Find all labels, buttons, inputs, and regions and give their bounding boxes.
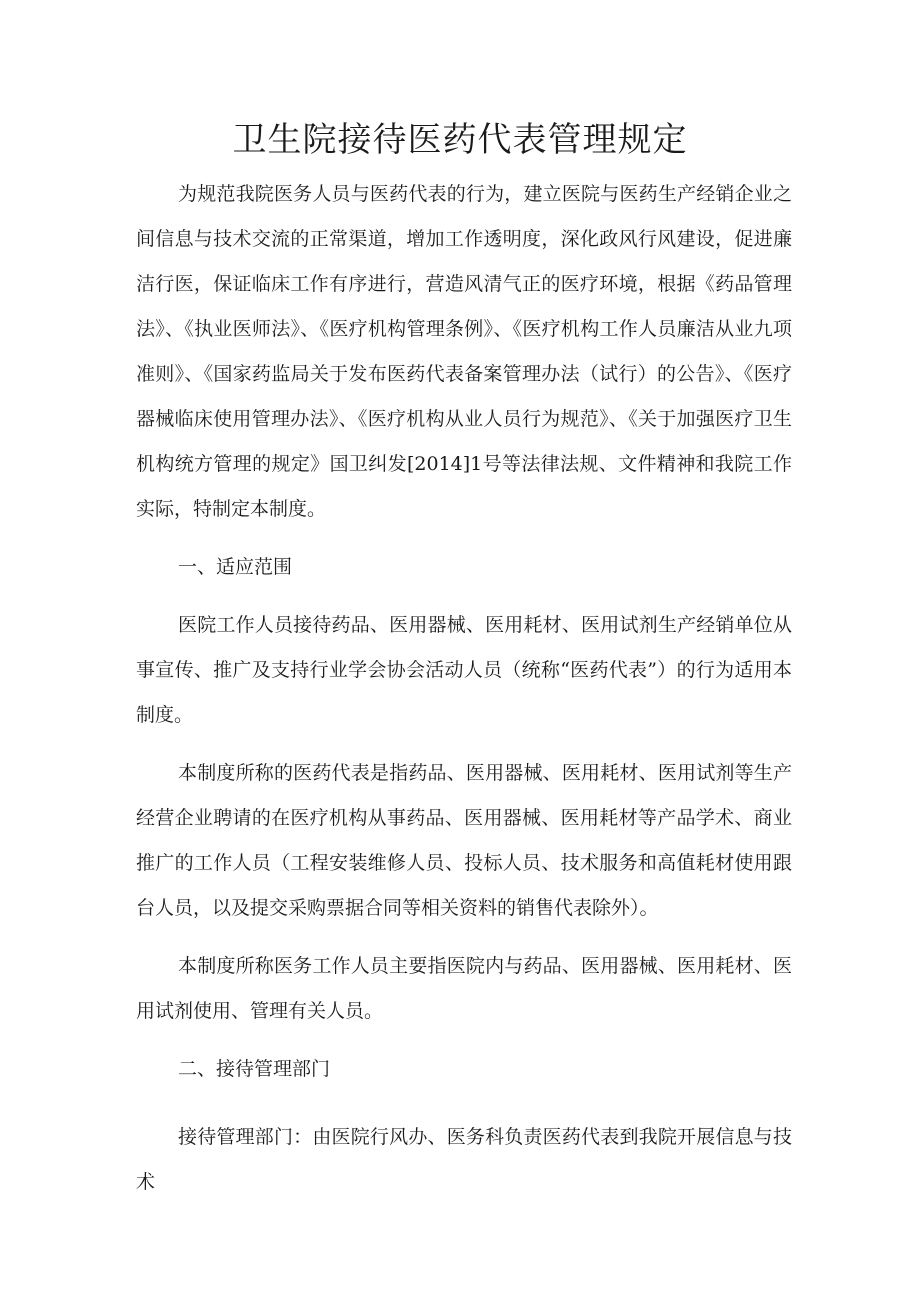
document-body — [136, 172, 792, 1205]
section-heading-department: 二、接待管理部门 — [178, 1058, 331, 1080]
paragraph-staff-definition: 本制度所称医务工作人员主要指医院内与药品、医用器械、医用耗材、医用试剂使用、管理有关人员。 — [136, 955, 792, 1022]
paragraph-rep-definition: 本制度所称的医药代表是指药品、医用器械、医用耗材、医用试剂等生产经营企业聘请的在医疗机构从事药品、医用器械、医用耗材等产品学术、商业推广的工作人员（工程安装维修人员、投标人员、技术服务和高值耗材使用跟台人员，以及提交采购票据合同等相关资料的销售代表除外）。 — [136, 762, 792, 919]
paragraph-department: 接待管理部门：由医院行风办、医务科负责医药代表到我院开展信息与技术 — [136, 1126, 792, 1193]
paragraph-scope: 医院工作人员接待药品、医用器械、医用耗材、医用试剂生产经销单位从事宣传、推广及支持行业学会协会活动人员（统称“医药代表”）的行为适用本制度。 — [136, 614, 792, 726]
document-title: 卫生院接待医药代表管理规定 — [232, 120, 688, 160]
paragraph-preamble: 为规范我院医务人员与医药代表的行为，建立医院与医药生产经销企业之间信息与技术交流的正常渠道，增加工作透明度，深化政风行风建设，促进廉洁行医，保证临床工作有序进行，营造风清气正的医疗环境，根据《药品管理法》、《执业医师法》、《医疗机构管理条例》、《医疗机构工作人员廉洁从业九项准则》、《国家药监局关于发布医药代表备案管理办法（试行）的公告》、《医疗器械临床使用管理办法》、《医疗机构从业人员行为规范》、《关于加强医疗卫生机构统方管理的规定》国卫纠发[2014]1号等法律法规、文件精神和我院工作实际，特制定本制度。 — [136, 183, 792, 520]
section-heading-scope: 一、适应范围 — [178, 556, 293, 578]
